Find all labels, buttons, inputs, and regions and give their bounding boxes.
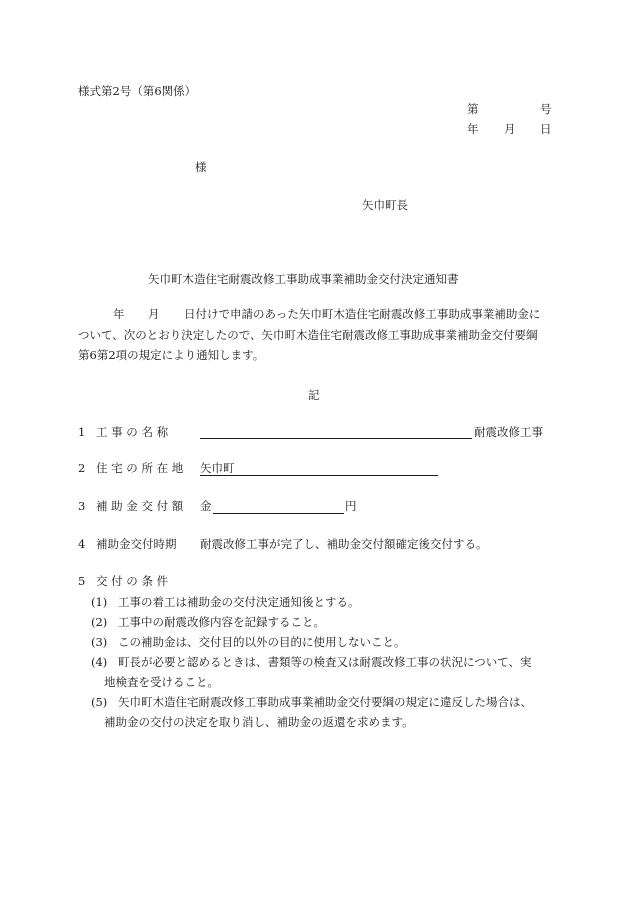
condition-text: 工事中の耐震改修内容を記録すること。 xyxy=(118,615,325,629)
item2-underline xyxy=(200,475,438,476)
item1-number: 1 xyxy=(78,425,86,439)
condition-text: この補助金は、交付目的以外の目的に使用しないこと。 xyxy=(118,635,406,649)
document-title: 矢巾町木造住宅耐震改修工事助成事業補助金交付決定通知書 xyxy=(148,272,459,286)
item2-number: 2 xyxy=(78,461,86,475)
recipient-honorific: 様 xyxy=(195,160,207,174)
condition-number: (2) xyxy=(91,615,108,629)
item1-label: 工 事 の 名 称 xyxy=(96,425,169,439)
item4-value: 耐震改修工事が完了し、補助金交付額確定後交付する。 xyxy=(200,537,488,551)
form-number: 様式第2号（第6関係） xyxy=(78,84,197,98)
item3-label: 補 助 金 交 付 額 xyxy=(96,499,184,513)
document-number-prefix: 第 xyxy=(467,102,479,116)
item2-value: 矢巾町 xyxy=(200,461,235,475)
item3-prefix: 金 xyxy=(200,499,212,513)
condition-text: 矢巾町木造住宅耐震改修工事助成事業補助金交付要綱の規定に違反した場合は、 xyxy=(118,695,532,709)
date-year: 年 xyxy=(467,122,479,136)
item5-number: 5 xyxy=(78,574,86,588)
intro-year: 年 xyxy=(113,307,125,321)
date-month: 月 xyxy=(504,122,516,136)
condition-number: (5) xyxy=(91,695,108,709)
item1-suffix: 耐震改修工事 xyxy=(474,425,543,439)
item5-label: 交 付 の 条 件 xyxy=(96,574,169,588)
date-day: 日 xyxy=(540,122,552,136)
item3-number: 3 xyxy=(78,499,86,513)
ki-heading: 記 xyxy=(308,388,320,402)
condition-number: (1) xyxy=(91,595,108,609)
intro-line3: 第6第2項の規定により通知します。 xyxy=(78,348,265,362)
intro-line2: ついて、次のとおり決定したので、矢巾町木造住宅耐震改修工事助成事業補助金交付要綱 xyxy=(78,328,538,342)
issuer-name: 矢巾町長 xyxy=(362,198,408,212)
condition-text: 町長が必要と認めるときは、書類等の検査又は耐震改修工事の状況について、実 xyxy=(118,655,532,669)
document-number-suffix: 号 xyxy=(540,102,552,116)
item4-number: 4 xyxy=(78,537,86,551)
condition-continuation: 補助金の交付の決定を取り消し、補助金の返還を求めます。 xyxy=(104,715,414,729)
item1-blank-line xyxy=(200,438,472,439)
condition-number: (3) xyxy=(91,635,108,649)
condition-continuation: 地検査を受けること。 xyxy=(104,675,219,689)
intro-line1: 日付けで申請のあった矢巾町木造住宅耐震改修工事助成事業補助金に xyxy=(184,307,541,321)
condition-text: 工事の着工は補助金の交付決定通知後とする。 xyxy=(118,595,360,609)
item2-label: 住 宅 の 所 在 地 xyxy=(96,461,184,475)
item3-suffix: 円 xyxy=(345,499,357,513)
condition-number: (4) xyxy=(91,655,108,669)
item3-blank-line xyxy=(213,513,344,514)
intro-month: 月 xyxy=(148,307,160,321)
item4-label: 補助金交付時期 xyxy=(96,537,177,551)
